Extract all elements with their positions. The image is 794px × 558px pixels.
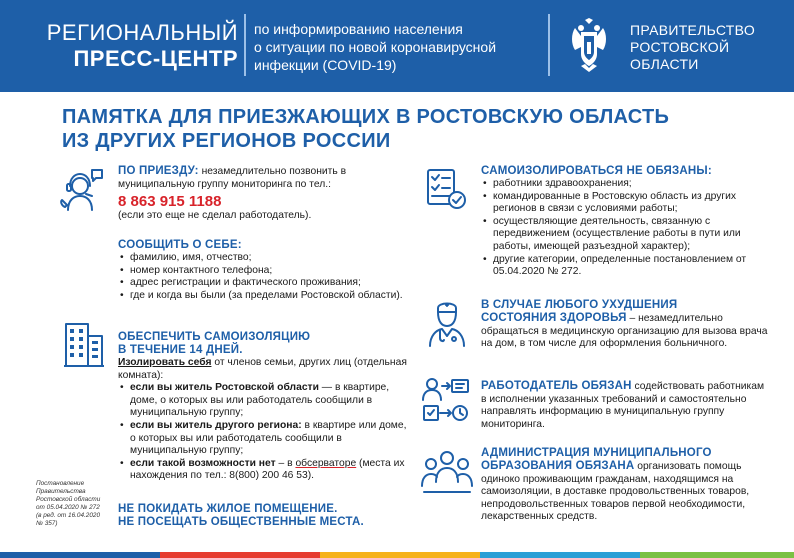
worsening-section — [481, 299, 771, 351]
administration-heading-line2: ОБРАЗОВАНИЯ ОБЯЗАНА — [481, 460, 635, 472]
list-item: • номер контактного телефона; — [118, 265, 408, 278]
phone-operator-icon — [58, 166, 106, 214]
report-heading: СООБЩИТЬ О СЕБЕ: — [118, 239, 242, 251]
exempt-heading: САМОИЗОЛИРОВАТЬСЯ НЕ ОБЯЗАНЫ: — [481, 165, 712, 177]
stripe — [160, 552, 320, 558]
stripe — [0, 552, 160, 558]
stripe — [320, 552, 480, 558]
employer-section — [481, 380, 771, 431]
employer-heading: РАБОТОДАТЕЛЬ ОБЯЗАН — [481, 380, 632, 392]
item-text: — в квартире, доме, о которых вы или работодатель сообщили в муниципальную группу; — [130, 382, 390, 419]
decree-footnote — [36, 480, 116, 528]
worsening-heading-line2: СОСТОЯНИЯ ЗДОРОВЬЯ — [481, 312, 627, 324]
brand-line1: РЕГИОНАЛЬНЫЙ — [46, 20, 238, 45]
item-tail: (места их нахождения по тел.: 8(800) 200 46 53). — [130, 457, 405, 482]
list-item: • другие категории, определенные постановлением от 05.04.2020 № 272. — [481, 254, 771, 279]
arrival-heading: ПО ПРИЕЗДУ: — [118, 165, 199, 177]
item-text: – в — [275, 457, 296, 469]
final-rules — [118, 503, 408, 529]
subtitle-line: инфекции (COVID-19) — [254, 57, 397, 73]
isolation-lead-text: от членов семьи, других лиц (отдельная комната): — [118, 357, 407, 381]
final-line2: НЕ ПОСЕЩАТЬ ОБЩЕСТВЕННЫЕ МЕСТА. — [118, 516, 364, 528]
subtitle-line: о ситуации по новой коронавирусной — [254, 39, 497, 55]
exempt-section — [481, 165, 771, 279]
color-stripe-bar — [0, 552, 794, 558]
list-item — [118, 420, 408, 458]
title-line1: ПАМЯТКА ДЛЯ ПРИЕЗЖАЮЩИХ В РОСТОВСКУЮ ОБЛАСТЬ — [62, 106, 670, 128]
list-item: • осуществляющие деятельность, связанную с передвижением (осуществление работы в пути или работы, имеющей разъездной характер); — [481, 216, 771, 254]
isolation-lead-bold: Изолировать себя — [118, 357, 212, 368]
gov-line: РОСТОВСКОЙ — [630, 39, 730, 55]
list-item: • командированные в Ростовскую область из других регионов в связи с условиями работы; — [481, 191, 771, 216]
brand-line2: ПРЕСС-ЦЕНТР — [73, 46, 238, 71]
isolation-section — [118, 331, 408, 483]
arrival-text: незамедлительно позвонить в муниципальную группу мониторинга по тел.: — [118, 166, 347, 190]
worsening-heading-line1: В СЛУЧАЕ ЛЮБОГО УХУДШЕНИЯ — [481, 299, 678, 311]
arrival-section — [118, 165, 408, 223]
subtitle-line: по информированию населения — [254, 21, 463, 37]
list-item — [118, 458, 408, 483]
doctor-icon — [424, 298, 470, 348]
administration-heading-line1: АДМИНИСТРАЦИЯ МУНИЦИПАЛЬНОГО — [481, 447, 712, 459]
isolation-heading-line1: ОБЕСПЕЧИТЬ САМОИЗОЛЯЦИЮ — [118, 331, 311, 343]
list-item: • фамилию, имя, отчество; — [118, 252, 408, 265]
employer-text: содействовать работникам в исполнении указанных требований и самостоятельно направлять информацию в муниципальную группу мониторинга. — [481, 381, 765, 430]
report-section — [118, 239, 408, 302]
russian-emblem-icon — [567, 18, 611, 72]
header-subtitle — [254, 20, 534, 74]
employer-workflow-icon — [420, 376, 474, 424]
list-item: • адрес регистрации и фактического проживания; — [118, 277, 408, 290]
press-center-brand — [38, 20, 238, 72]
exempt-list — [481, 178, 771, 279]
list-item — [118, 382, 408, 420]
apartment-building-icon — [62, 320, 106, 370]
isolation-heading-line2: В ТЕЧЕНИЕ 14 ДНЕЙ. — [118, 344, 243, 356]
group-people-icon — [420, 448, 474, 494]
administration-text: организовать помощь одиноко проживающим гражданам, находящимся на самоизоляции, в доставке продовольственных товаров, непродовольственных товаров первой необходимости, лекарственных средств. — [481, 461, 750, 523]
checklist-icon — [424, 166, 468, 212]
administration-section — [481, 447, 771, 524]
item-bold: если вы житель другого региона: — [130, 419, 302, 431]
footnote-line: Постановление — [36, 480, 85, 487]
header-divider-left — [244, 14, 246, 76]
item-bold: если вы житель Ростовской области — [130, 382, 319, 394]
government-title — [630, 22, 780, 73]
stripe — [640, 552, 794, 558]
final-line1: НЕ ПОКИДАТЬ ЖИЛОЕ ПОМЕЩЕНИЕ. — [118, 503, 338, 515]
gov-line: ПРАВИТЕЛЬСТВО — [630, 22, 756, 38]
isolation-list — [118, 382, 408, 483]
footnote-line: Ростовской области — [36, 496, 101, 503]
gov-line: ОБЛАСТИ — [630, 56, 699, 72]
footnote-line: Правительства — [36, 488, 86, 495]
item-bold: если такой возможности нет — [130, 457, 276, 469]
observator-link[interactable]: обсерваторе — [295, 457, 357, 469]
list-item: • работники здравоохранения; — [481, 178, 771, 191]
page-title — [62, 105, 762, 153]
footnote-line: от 05.04.2020 № 272 — [36, 504, 100, 511]
header-divider-right — [548, 14, 550, 76]
list-item: • где и когда вы были (за пределами Ростовской области). — [118, 290, 408, 303]
arrival-note: (если это еще не сделал работодатель). — [118, 210, 312, 222]
title-line2: ИЗ ДРУГИХ РЕГИОНОВ РОССИИ — [62, 130, 391, 152]
footnote-line: (в ред. от 16.04.2020 — [36, 512, 100, 519]
footnote-line: № 357) — [36, 520, 58, 527]
stripe — [480, 552, 640, 558]
header-banner — [0, 0, 794, 92]
worsening-text: – незамедлительно обращаться в медицинскую организацию для вызова врача на дом, в том числе для оформления больничного. — [481, 313, 768, 350]
report-list — [118, 252, 408, 302]
monitoring-phone[interactable]: 8 863 915 1188 — [118, 193, 222, 211]
item-text: в квартире или доме, о которых вы или работодатель сообщили в муниципальную группу; — [130, 419, 407, 457]
